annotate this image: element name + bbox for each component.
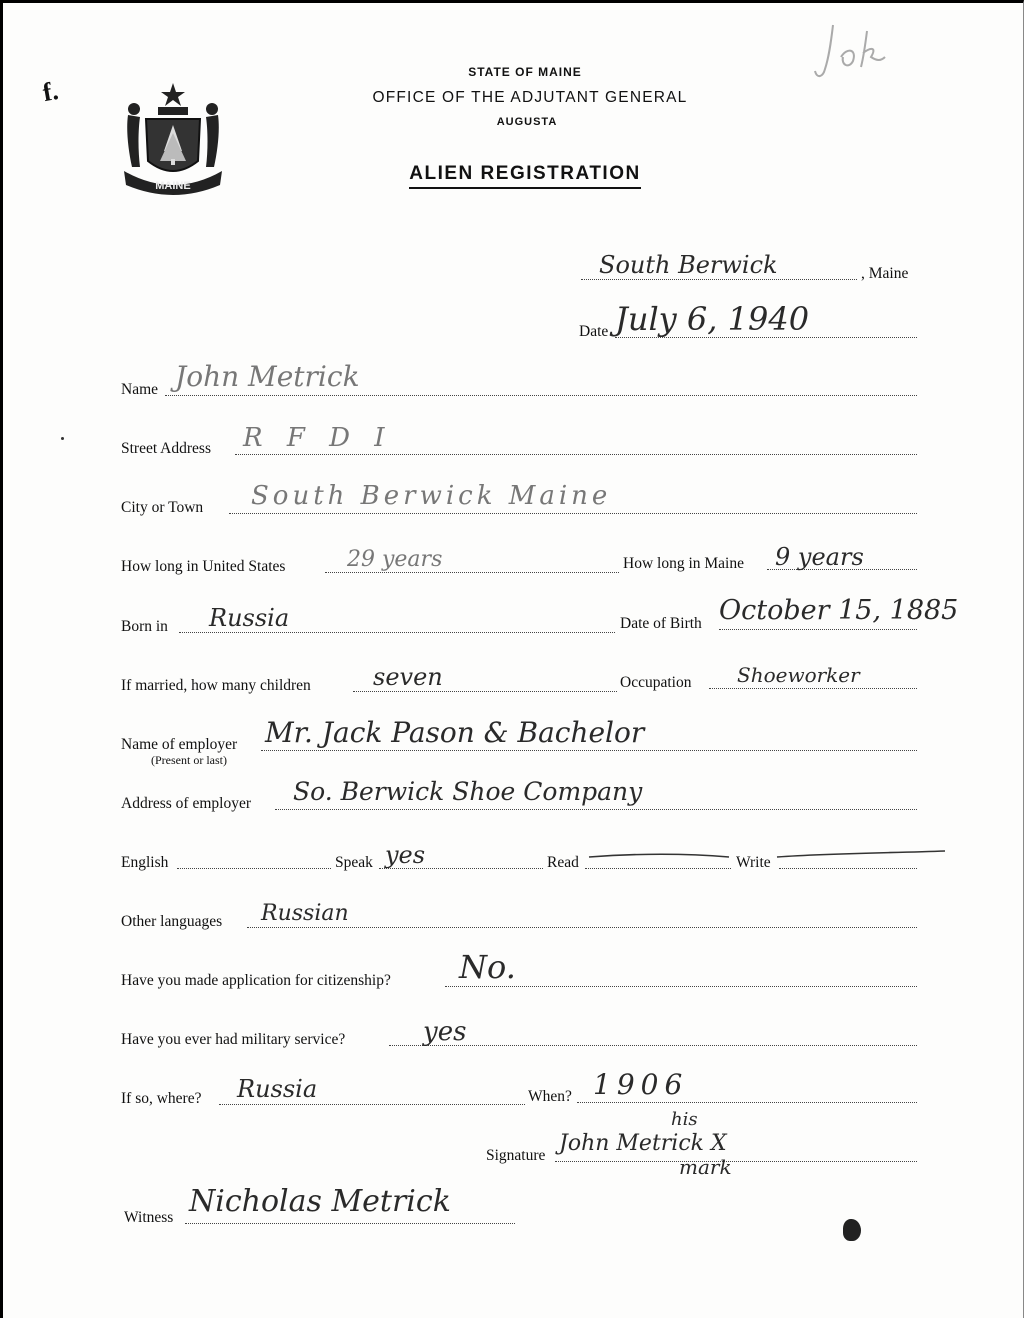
maine-time-value: 9 years	[775, 543, 864, 571]
witness-value: Nicholas Metrick	[189, 1184, 451, 1219]
speak-label: Speak	[335, 854, 373, 871]
when-value: 1906	[593, 1068, 689, 1101]
street-value: R F D I	[243, 423, 393, 453]
us-time-value: 29 years	[347, 547, 443, 572]
date-value: July 6, 1940	[615, 300, 810, 338]
place-suffix-label: , Maine	[861, 265, 909, 282]
military-label: Have you ever had military service?	[121, 1031, 346, 1048]
english-line	[177, 868, 331, 869]
header-office: OFFICE OF THE ADJUTANT GENERAL	[372, 89, 688, 106]
name-value: John Metrick	[175, 360, 360, 393]
signature-mark: mark	[679, 1155, 732, 1179]
witness-line	[185, 1223, 515, 1224]
witness-label: Witness	[124, 1209, 174, 1226]
military-value: yes	[423, 1017, 467, 1047]
dob-value: October 15, 1885	[719, 595, 959, 626]
name-line	[165, 395, 917, 396]
ink-blot	[843, 1219, 861, 1241]
street-label: Street Address	[121, 440, 211, 457]
children-value: seven	[373, 663, 443, 691]
name-label: Name	[121, 381, 159, 398]
occupation-label: Occupation	[620, 674, 692, 691]
employer-line	[261, 750, 917, 751]
street-line	[235, 454, 917, 455]
signature-his: his	[671, 1109, 698, 1130]
occupation-value: Shoeworker	[737, 663, 860, 687]
born-line	[179, 632, 615, 633]
other-languages-label: Other languages	[121, 913, 223, 930]
maine-time-label: How long in Maine	[623, 555, 744, 572]
form-title	[3, 163, 1024, 185]
citizenship-line	[445, 986, 917, 987]
read-label: Read	[547, 854, 579, 871]
employer-address-line	[275, 809, 917, 810]
us-time-label: How long in United States	[121, 558, 286, 575]
occupation-line	[709, 688, 917, 689]
city-label: City or Town	[121, 499, 204, 516]
speak-value: yes	[385, 841, 426, 869]
born-label: Born in	[121, 618, 168, 635]
when-label: When?	[528, 1088, 572, 1105]
where-value: Russia	[237, 1075, 318, 1103]
write-label: Write	[736, 854, 771, 871]
dob-label: Date of Birth	[620, 615, 702, 632]
signature-line	[555, 1161, 917, 1162]
signature-label: Signature	[486, 1147, 546, 1164]
us-time-line	[325, 572, 619, 573]
seal-banner-text: MAINE	[155, 180, 191, 192]
employer-sublabel: (Present or last)	[151, 753, 227, 767]
military-line	[389, 1045, 917, 1046]
other-languages-value: Russian	[261, 901, 349, 926]
form-title-text: ALIEN REGISTRATION	[409, 163, 640, 189]
english-label: English	[121, 854, 169, 871]
employer-value: Mr. Jack Pason & Bachelor	[265, 716, 645, 749]
when-line	[577, 1102, 917, 1103]
children-line	[353, 691, 617, 692]
where-label: If so, where?	[121, 1090, 202, 1107]
children-label: If married, how many children	[121, 677, 311, 694]
born-value: Russia	[209, 604, 290, 632]
signature-value: John Metrick X	[559, 1131, 727, 1156]
employer-address-value: So. Berwick Shoe Company	[293, 777, 643, 806]
citizenship-label: Have you made application for citizenship?	[121, 972, 391, 989]
header-state: STATE OF MAINE	[468, 65, 582, 79]
employer-label: Name of employer	[121, 736, 238, 753]
city-value: South Berwick Maine	[251, 481, 612, 511]
read-write-dash-strokes	[583, 849, 949, 863]
ink-dot	[61, 437, 64, 440]
employer-address-label: Address of employer	[121, 795, 251, 812]
read-line	[585, 868, 731, 869]
place-line	[581, 279, 857, 280]
date-label: Date	[579, 323, 609, 340]
write-line	[779, 868, 917, 869]
where-line	[219, 1104, 525, 1105]
citizenship-value: No.	[459, 948, 516, 986]
corner-mark: f.	[40, 75, 61, 108]
dob-line	[719, 629, 917, 630]
city-line	[229, 513, 917, 514]
place-value: South Berwick	[599, 251, 778, 279]
other-languages-line	[247, 927, 917, 928]
header-city: AUGUSTA	[496, 116, 558, 128]
